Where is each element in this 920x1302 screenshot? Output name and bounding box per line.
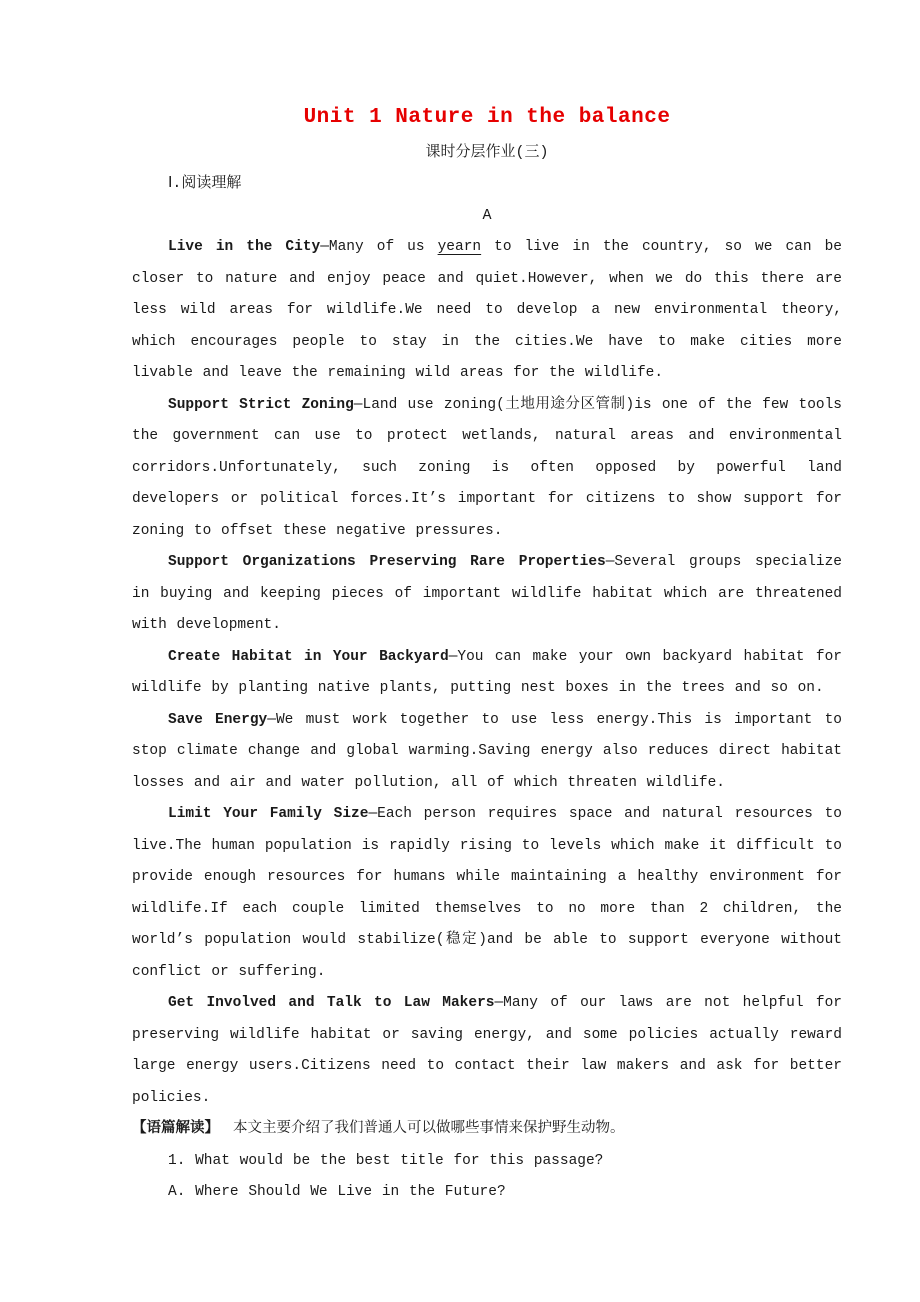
analysis-text: 本文主要介绍了我们普通人可以做哪些事情来保护野生动物。 (233, 1121, 625, 1137)
passage-paragraph: Support Strict Zoning—Land use zoning(土地用途分区管制)is one of the few tools the government can use to protect wetlands, natural areas and environmental corridors.Unfortunately, such zoning is often opposed by powerful land developers or political forces.It’s important for citizens to show support for zoning to offset these negative pressures. (132, 396, 842, 539)
analysis-label: 【语篇解读】 (132, 1121, 219, 1137)
option-line-a: A. Where Should We Live in the Future? (168, 1184, 506, 1200)
passage-paragraph: Get Involved and Talk to Law Makers—Many of our laws are not helpful for preserving wildlife habitat or saving energy, and some policies actually reward large energy users.Citizens need to contact their law makers and ask for better policies. (132, 995, 842, 1106)
passage-paragraph: Live in the City—Many of us yearn to live in the country, so we can be closer to nature and enjoy peace and quiet.However, when we do this there are less wild areas for wildlife.We need to develop a new environmental theory, which encourages people to stay in the cities.We have to make cities more livable and leave the remaining wild areas for the wildlife. (132, 239, 843, 381)
passage-paragraph: Limit Your Family Size—Each person requires space and natural resources to live.The human population is rapidly rising to levels which make it difficult to provide enough resources for humans while maintaining a healthy environment for wildlife.If each couple limited themselves to no more than 2 children, the world’s population would stabilize(稳定)and be able to support everyone without conflict or suffering. (132, 806, 842, 980)
question-line: 1. What would be the best title for this passage? (168, 1152, 604, 1169)
worksheet-subtitle: 课时分层作业(三) (425, 144, 549, 161)
reading-passage (132, 232, 842, 1114)
page-title: Unit 1 Nature in the balance (303, 106, 671, 129)
passage-paragraph: Save Energy—We must work together to use less energy.This is important to stop climate change and global warming.Saving energy also reduces direct habitat losses and air and water pollution, all of which threaten wildlife. (132, 711, 842, 791)
passage-paragraph: Support Organizations Preserving Rare Properties—Several groups specialize in buying and keeping pieces of important wildlife habitat which are threatened with development. (132, 554, 842, 633)
passage-paragraph: Create Habitat in Your Backyard—You can make your own backyard habitat for wildlife by planting native plants, putting nest boxes in the trees and so on. (132, 648, 842, 696)
passage-label: A (482, 207, 492, 224)
section-heading-reading: Ⅰ.阅读理解 (168, 175, 242, 192)
analysis-line (132, 1114, 842, 1146)
